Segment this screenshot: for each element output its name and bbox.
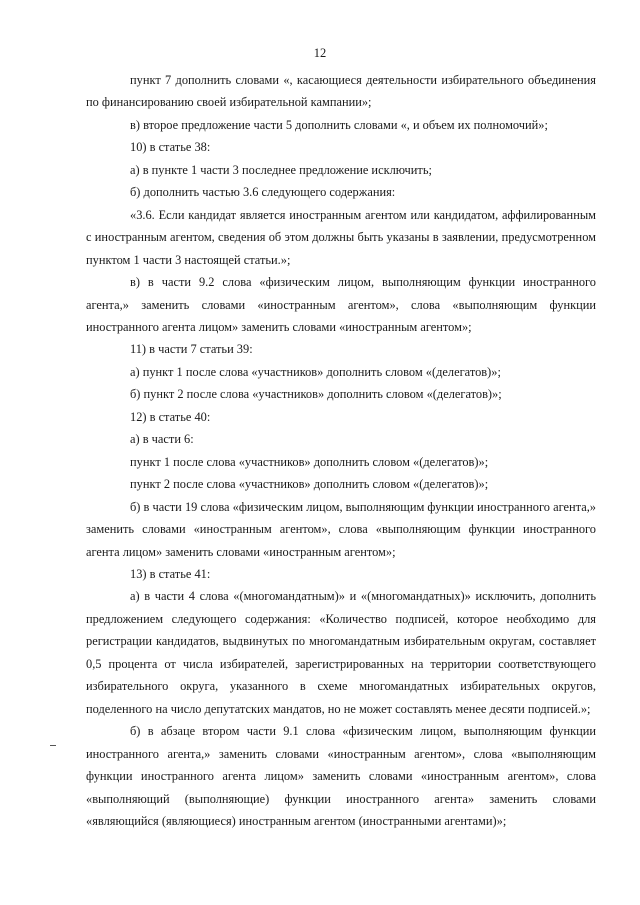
paragraph: пункт 7 дополнить словами «, касающиеся деятельности избирательного объединения по финансированию своей избирательной кампании»; [86, 73, 596, 110]
paragraph: «3.6. Если кандидат является иностранным агентом или кандидатом, аффилированным с иностранным агентом, сведения об этом должны быть указаны в заявлении, предусмотренном пунктом 1 части 3 настоящей статьи.»; [86, 207, 596, 267]
paragraph: а) пункт 1 после слова «участников» дополнить словом «(делегатов)»; [130, 364, 501, 379]
page-number: 12 [313, 46, 327, 60]
paragraph: б) дополнить частью 3.6 следующего содержания: [130, 185, 396, 200]
paragraph: 13) в статье 41: [130, 566, 211, 581]
paragraph: пункт 1 после слова «участников» дополнить словом «(делегатов)»; [130, 454, 489, 469]
paragraph: в) в части 9.2 слова «физическим лицом, выполняющим функции иностранного агента,» заменить словами «иностранным агентом», слова «выполняющим функции иностранного агента лицом» заменить словами «иностранным агентом»; [86, 275, 596, 334]
document-body [86, 69, 596, 832]
paragraph: а) в пункте 1 части 3 последнее предложение исключить; [130, 162, 432, 177]
paragraph: пункт 2 после слова «участников» дополнить словом «(делегатов)»; [130, 477, 489, 492]
paragraph: 11) в части 7 статьи 39: [130, 342, 253, 357]
margin-mark [50, 745, 56, 746]
paragraph: а) в части 4 слова «(многомандатным)» и «(многомандатных)» исключить, дополнить предложением следующего содержания: «Количество подписей, которое необходимо для регистрации кандидатов, выдвинутых по многомандатным избирательным округам, составляет 0,5 процента от числа избирателей, зарегистрированных на территории соответствующего избирательного округа, указанного в схеме многомандатных избирательных округов, поделенного на число депутатских мандатов, но не может составлять менее десяти подписей.»; [86, 589, 596, 716]
paragraph: 10) в статье 38: [130, 140, 211, 155]
paragraph: б) в части 19 слова «физическим лицом, выполняющим функции иностранного агента,» заменить словами «иностранным агентом», слова «выполняющим функции иностранного агента лицом» заменить словами «иностранным агентом»; [86, 499, 596, 559]
paragraph: б) пункт 2 после слова «участников» дополнить словом «(делегатов)»; [130, 387, 502, 402]
paragraph: а) в части 6: [130, 432, 194, 447]
paragraph: 12) в статье 40: [130, 409, 211, 424]
paragraph: в) второе предложение части 5 дополнить словами «, и объем их полномочий»; [130, 117, 548, 132]
paragraph: б) в абзаце втором части 9.1 слова «физическим лицом, выполняющим функции иностранного агента,» заменить словами «иностранным агентом», слова «выполняющим функции иностранного агента лицом» заменить словами «иностранным агентом», слова «выполняющий (выполняющие) функции иностранного агента» заменить словами «являющийся (являющиеся) иностранным агентом (иностранными агентами)»; [86, 724, 596, 828]
